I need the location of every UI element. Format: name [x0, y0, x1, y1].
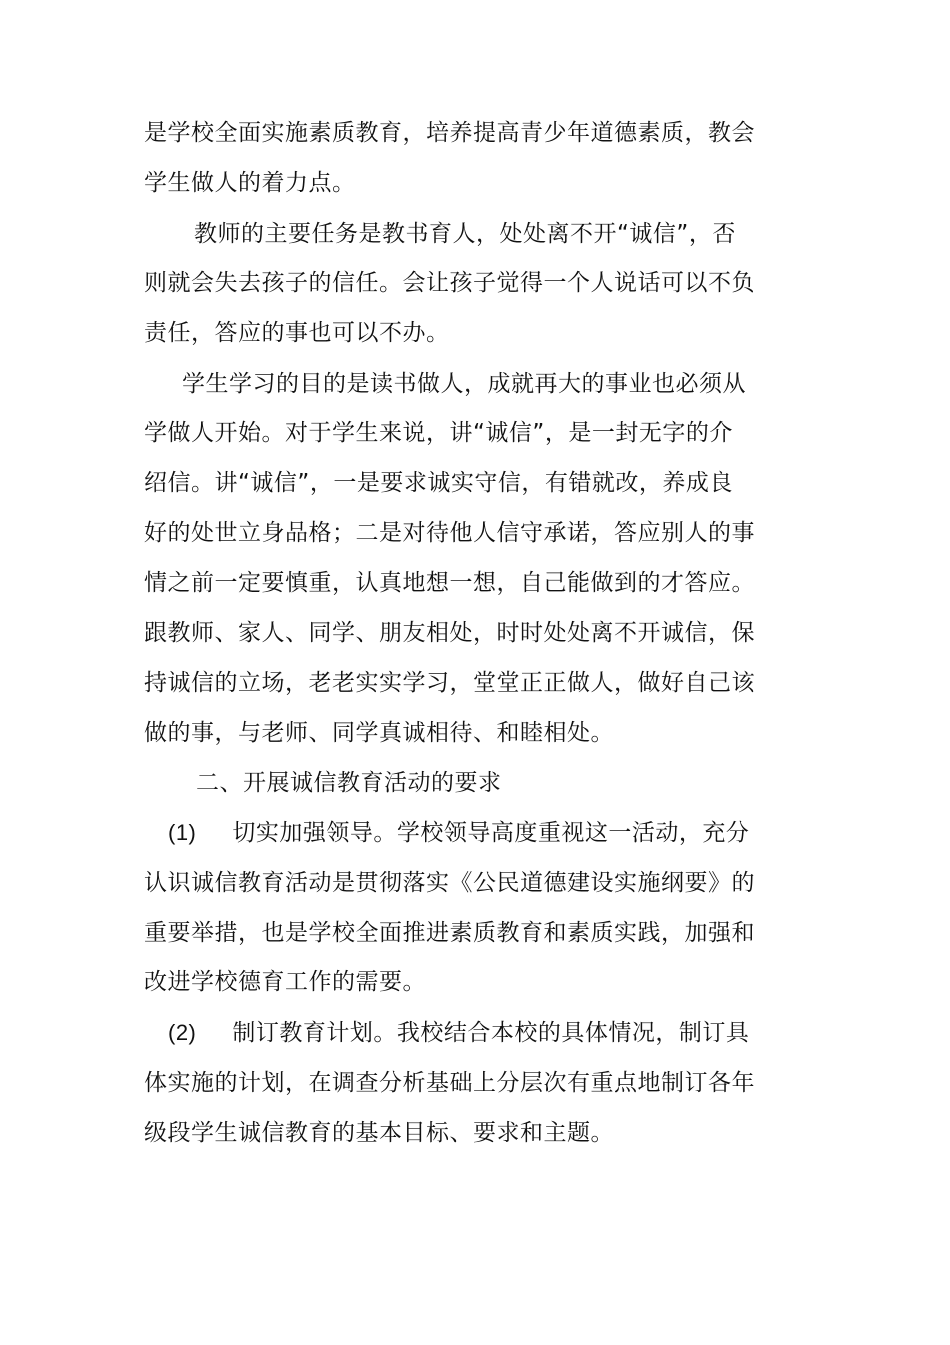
paragraph-3-line-4: 好的处世立身品格；二是对待他人信守承诺，答应别人的事 — [144, 520, 755, 546]
section-heading: 二、开展诚信教育活动的要求 — [196, 770, 502, 796]
item-1-line-1 — [168, 818, 768, 848]
paragraph-3-line-7: 持诚信的立场，老老实实学习，堂堂正正做人，做好自己该 — [144, 670, 755, 696]
item-1-number: (1) — [168, 820, 197, 845]
item-2-text: 制订教育计划。我校结合本校的具体情况，制订具 — [232, 1020, 750, 1046]
paragraph-1-line-2: 学生做人的着力点。 — [144, 170, 356, 196]
paragraph-2-line-1: 教师的主要任务是教书育人，处处离不开“诚信”，否 — [194, 221, 736, 247]
paragraph-3-line-5: 情之前一定要慎重，认真地想一想，自己能做到的才答应。 — [144, 570, 755, 596]
item-1-line-4: 改进学校德育工作的需要。 — [144, 969, 426, 995]
item-1-line-2: 认识诚信教育活动是贯彻落实《公民道德建设实施纲要》的 — [144, 870, 755, 896]
paragraph-3-line-1: 学生学习的目的是读书做人，成就再大的事业也必须从 — [182, 371, 746, 397]
item-1-line-3: 重要举措，也是学校全面推进素质教育和素质实践，加强和 — [144, 920, 755, 946]
item-2-line-2: 体实施的计划，在调查分析基础上分层次有重点地制订各年 — [144, 1070, 755, 1096]
item-2-line-3: 级段学生诚信教育的基本目标、要求和主题。 — [144, 1120, 614, 1146]
paragraph-3-line-8: 做的事，与老师、同学真诚相待、和睦相处。 — [144, 720, 614, 746]
item-2-line-1 — [168, 1018, 768, 1048]
item-1-text: 切实加强领导。学校领导高度重视这一活动，充分 — [232, 820, 750, 846]
paragraph-3-line-2: 学做人开始。对于学生来说，讲“诚信”，是一封无字的介 — [144, 420, 733, 446]
paragraph-2-line-2: 则就会失去孩子的信任。会让孩子觉得一个人说话可以不负 — [144, 270, 755, 296]
paragraph-1-line-1: 是学校全面实施素质教育，培养提高青少年道德素质，教会 — [144, 120, 755, 146]
paragraph-2-line-3: 责任，答应的事也可以不办。 — [144, 320, 450, 346]
item-2-number: (2) — [168, 1020, 197, 1045]
paragraph-3-line-6: 跟教师、家人、同学、朋友相处，时时处处离不开诚信，保 — [144, 620, 755, 646]
paragraph-3-line-3: 绍信。讲“诚信”，一是要求诚实守信，有错就改，养成良 — [144, 470, 733, 496]
